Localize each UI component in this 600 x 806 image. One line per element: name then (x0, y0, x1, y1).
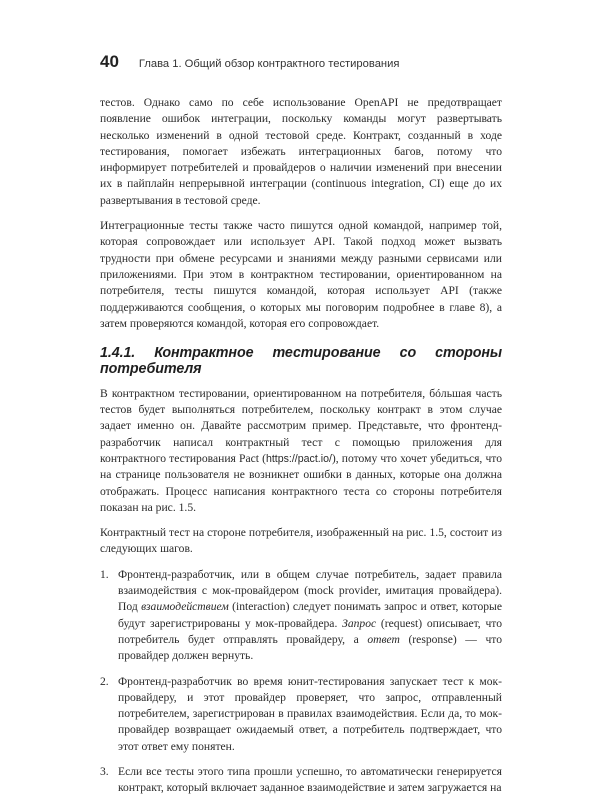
list-item (100, 674, 502, 755)
paragraph: тестов. Однако само по себе использование OpenAPI не предотвращает появление ошибок интеграции, поскольку команды могут развертывать несколько изменений в одной тестовой среде. Контракт, созданный в ходе тестирования, помогает избежать интеграционных багов, потому что информирует потребителей и провайдеров о наличии изменений при внесении их в пайплайн непрерывной интеграции (continuous integration, CI) еще до их развертывания в тестовой среде. (100, 96, 502, 207)
paragraph (100, 386, 502, 516)
list-item (100, 567, 502, 665)
section-heading: 1.4.1. Контрактное тестирование со стороны потребителя (100, 345, 502, 378)
pact-link[interactable]: https://pact.io/ (265, 452, 332, 465)
emphasis: взаимодействием (141, 600, 229, 614)
list-text: (response) — что провайдер должен вернуть. (118, 632, 502, 663)
page-number: 40 (100, 52, 119, 71)
list-item (100, 764, 502, 797)
list-number: 1. (100, 567, 109, 581)
running-head: Глава 1. Общий обзор контрактного тестирования (138, 58, 400, 70)
paragraph: Контрактный тест на стороне потребителя, изображенный на рис. 1.5, состоит из следующих шагов. (100, 526, 502, 556)
list-number: 3. (100, 764, 109, 778)
list-text: Фронтенд-разработчик во время юнит-тестирования запускает тест к мок-провайдеру, и этот провайдер проверяет, что запрос, отправленный потребителем, зарегистрирован в правилах взаимодействия. Если да, то мок-провайдер возвращает ожидаемый ответ, а потребитель подтверждает, что этот ответ ему понятен. (118, 674, 502, 753)
list-text: Если все тесты этого типа прошли успешно, то автоматически генерируется контракт, который включает заданное взаимодействие и затем загружается на (118, 764, 502, 795)
list-text: Фронтенд-разработчик, или в общем случае потребитель, задает правила взаимодействия с мок-провайдером (mock provider, имитация провайдера). Под (118, 567, 502, 614)
page-body (100, 95, 502, 806)
paragraph-text: ), потому что хочет убедиться, что на странице пользователя не возникнет ошибки в данных, которые она должна отображать. Процесс написания контрактного теста со стороны потребителя показан на рис. 1.5. (100, 451, 502, 514)
page-header (100, 52, 520, 72)
emphasis: Запрос (342, 616, 377, 630)
emphasis: ответ (367, 632, 400, 646)
list-text: (interaction) следует понимать запрос и ответ, которые будут зарегистрированы у мок-провайдера. (118, 600, 502, 630)
steps-list (100, 567, 502, 797)
list-text: (request) описывает, что потребитель будет отправлять провайдеру, а (118, 616, 502, 646)
paragraph: Интеграционные тесты также часто пишутся одной командой, например той, которая сопровождает или использует API. Такой подход может вызвать трудности при обмене ресурсами и знаниями между разными сервисами или приложениями. При этом в контрактном тестировании, ориентированном на потребителя, тесты пишутся командой, которая использует API (также поддерживаются сообщения, о которых мы поговорим подробнее в главе 8), а затем проверяются командой, которая его сопровождает. (100, 219, 502, 330)
list-number: 2. (100, 674, 109, 688)
paragraph-text: В контрактном тестировании, ориентированном на потребителя, бóльшая часть тестов будет выполняться потребителем, поскольку контракт в этом случае задает именно он. Давайте рассмотрим пример. Представьте, что фронтенд-разработчик написал контрактный тест с помощью приложения для контрактного тестирования Pact ( (100, 386, 502, 465)
